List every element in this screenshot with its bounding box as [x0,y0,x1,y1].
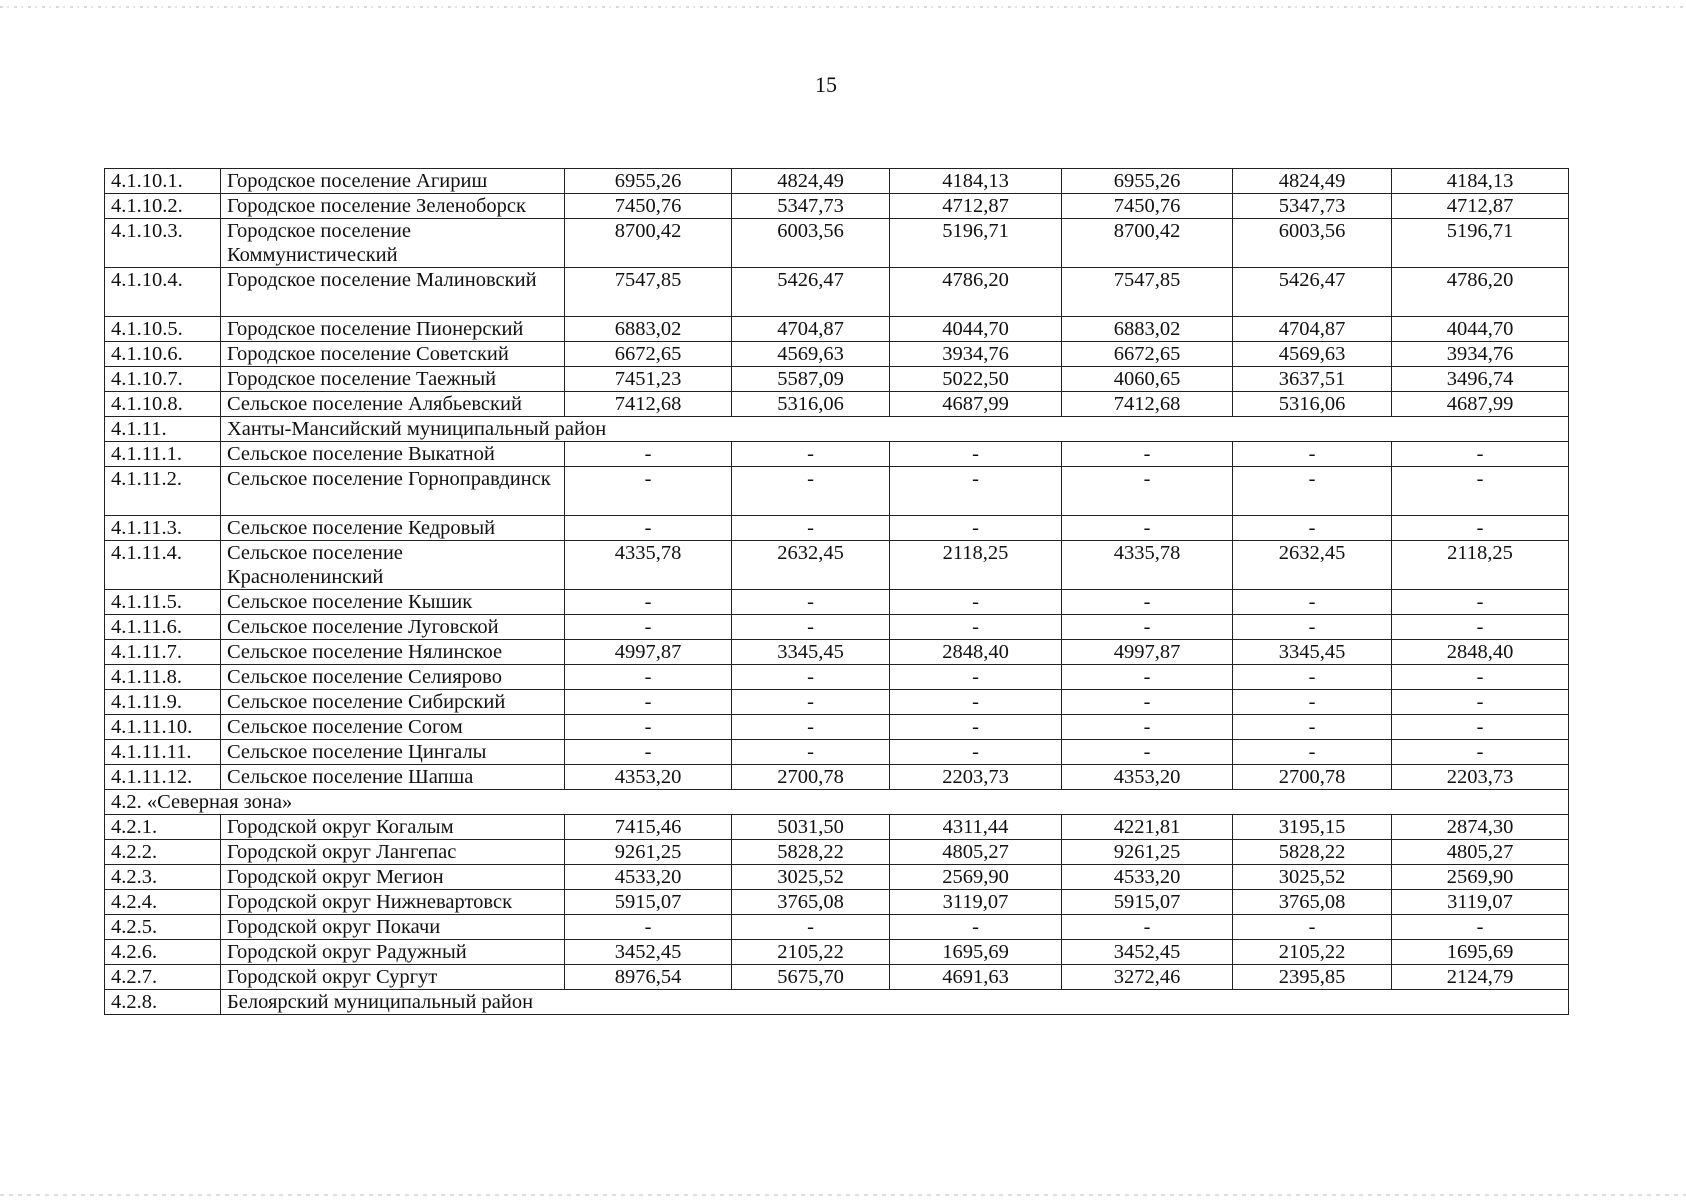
value-cell-2: - [732,665,890,690]
value-cell-5: 5316,06 [1233,392,1392,417]
row-name: Сельское поселение Сибирский [221,690,565,715]
value-cell-6: 1695,69 [1392,940,1569,965]
row-code: 4.1.10.1. [105,169,221,194]
row-name: Городское поселение Агириш [221,169,565,194]
value-cell-4: 4335,78 [1062,541,1233,590]
row-code: 4.1.10.4. [105,268,221,317]
value-cell-2: 5828,22 [732,840,890,865]
row-name: Городское поселение Малиновский [221,268,565,317]
value-cell-6: - [1392,715,1569,740]
value-cell-6: 2124,79 [1392,965,1569,990]
row-name: Городское поселение Советский [221,342,565,367]
value-cell-3: 4044,70 [890,317,1062,342]
value-cell-5: 2632,45 [1233,541,1392,590]
value-cell-5: - [1233,665,1392,690]
value-cell-6: - [1392,690,1569,715]
value-cell-5: 5828,22 [1233,840,1392,865]
value-cell-2: - [732,740,890,765]
value-cell-3: 3934,76 [890,342,1062,367]
value-cell-4: 6672,65 [1062,342,1233,367]
value-cell-2: 3025,52 [732,865,890,890]
value-cell-6: - [1392,915,1569,940]
value-cell-3: 2569,90 [890,865,1062,890]
row-code: 4.1.11.3. [105,516,221,541]
value-cell-6: 4044,70 [1392,317,1569,342]
table-row [105,640,1569,665]
value-cell-1: 7450,76 [565,194,732,219]
row-code: 4.1.10.3. [105,219,221,268]
scan-edge-bottom [0,1194,1686,1196]
row-code: 4.1.11.9. [105,690,221,715]
table-row [105,317,1569,342]
value-cell-3: 1695,69 [890,940,1062,965]
value-cell-4: - [1062,615,1233,640]
value-cell-3: 5196,71 [890,219,1062,268]
row-code: 4.2.8. [105,990,221,1015]
value-cell-5: - [1233,615,1392,640]
row-name: Городской округ Нижневартовск [221,890,565,915]
value-cell-3: 2203,73 [890,765,1062,790]
value-cell-3: 2848,40 [890,640,1062,665]
value-cell-4: - [1062,690,1233,715]
value-cell-3: 5022,50 [890,367,1062,392]
value-cell-5: 2105,22 [1233,940,1392,965]
section-row [105,790,1569,815]
value-cell-6: - [1392,516,1569,541]
value-cell-2: - [732,590,890,615]
value-cell-4: - [1062,467,1233,516]
value-cell-2: 3765,08 [732,890,890,915]
row-name: Сельское поселение Нялинское [221,640,565,665]
row-name: Городской округ Сургут [221,965,565,990]
row-code: 4.2.6. [105,940,221,965]
value-cell-2: 2700,78 [732,765,890,790]
value-cell-2: - [732,915,890,940]
row-name: Городское поселение Пионерский [221,317,565,342]
value-cell-1: - [565,467,732,516]
table-row [105,690,1569,715]
value-cell-4: 4060,65 [1062,367,1233,392]
row-name: Городское поселение Коммунистический [221,219,565,268]
row-name: Городской округ Мегион [221,865,565,890]
value-cell-1: 6955,26 [565,169,732,194]
value-cell-6: 2118,25 [1392,541,1569,590]
group-title: Белоярский муниципальный район [221,990,1569,1015]
value-cell-5: - [1233,715,1392,740]
row-code: 4.1.10.5. [105,317,221,342]
value-cell-1: 7451,23 [565,367,732,392]
group-title: Ханты-Мансийский муниципальный район [221,417,1569,442]
value-cell-1: 8700,42 [565,219,732,268]
value-cell-3: 3119,07 [890,890,1062,915]
value-cell-2: 5675,70 [732,965,890,990]
table-row [105,392,1569,417]
value-cell-5: - [1233,690,1392,715]
value-cell-4: - [1062,590,1233,615]
row-name: Городское поселение Таежный [221,367,565,392]
value-cell-5: - [1233,516,1392,541]
table-row [105,169,1569,194]
value-cell-2: 5347,73 [732,194,890,219]
value-cell-1: 7547,85 [565,268,732,317]
group-row [105,417,1569,442]
value-cell-5: - [1233,590,1392,615]
value-cell-1: 9261,25 [565,840,732,865]
value-cell-3: - [890,516,1062,541]
value-cell-1: 4997,87 [565,640,732,665]
value-cell-6: 4805,27 [1392,840,1569,865]
value-cell-3: - [890,915,1062,940]
value-cell-5: - [1233,915,1392,940]
value-cell-1: - [565,715,732,740]
value-cell-4: 4533,20 [1062,865,1233,890]
value-cell-2: - [732,442,890,467]
value-cell-4: - [1062,442,1233,467]
value-cell-1: 7415,46 [565,815,732,840]
value-cell-1: 6883,02 [565,317,732,342]
row-name: Сельское поселение Согом [221,715,565,740]
value-cell-4: 6955,26 [1062,169,1233,194]
row-code: 4.2.3. [105,865,221,890]
row-code: 4.1.11.10. [105,715,221,740]
group-row [105,990,1569,1015]
value-cell-6: 2874,30 [1392,815,1569,840]
value-cell-6: 2848,40 [1392,640,1569,665]
table-body [105,169,1569,1015]
table-row [105,890,1569,915]
value-cell-1: - [565,740,732,765]
table-row [105,541,1569,590]
value-cell-3: - [890,690,1062,715]
value-cell-1: - [565,615,732,640]
value-cell-6: 5196,71 [1392,219,1569,268]
row-name: Сельское поселение Цингалы [221,740,565,765]
value-cell-2: 4824,49 [732,169,890,194]
value-cell-2: 2632,45 [732,541,890,590]
value-cell-6: 3934,76 [1392,342,1569,367]
value-cell-1: - [565,516,732,541]
value-cell-4: 3452,45 [1062,940,1233,965]
row-code: 4.1.11.7. [105,640,221,665]
table-row [105,715,1569,740]
value-cell-3: - [890,442,1062,467]
value-cell-2: - [732,615,890,640]
tariff-table [104,168,1569,1015]
value-cell-1: 8976,54 [565,965,732,990]
row-code: 4.1.10.8. [105,392,221,417]
value-cell-4: - [1062,665,1233,690]
value-cell-3: 4184,13 [890,169,1062,194]
value-cell-4: 5915,07 [1062,890,1233,915]
table-row [105,965,1569,990]
value-cell-6: - [1392,665,1569,690]
table-row [105,516,1569,541]
value-cell-3: 4687,99 [890,392,1062,417]
value-cell-2: 5031,50 [732,815,890,840]
value-cell-2: 4704,87 [732,317,890,342]
value-cell-5: - [1233,467,1392,516]
row-name: Городское поселение Зеленоборск [221,194,565,219]
value-cell-4: 4353,20 [1062,765,1233,790]
row-name: Городской округ Лангепас [221,840,565,865]
value-cell-4: 7412,68 [1062,392,1233,417]
value-cell-3: - [890,615,1062,640]
row-code: 4.2.1. [105,815,221,840]
row-code: 4.1.11.4. [105,541,221,590]
value-cell-4: 3272,46 [1062,965,1233,990]
value-cell-6: 2569,90 [1392,865,1569,890]
value-cell-4: - [1062,740,1233,765]
value-cell-5: 2395,85 [1233,965,1392,990]
value-cell-2: 5426,47 [732,268,890,317]
table-row [105,342,1569,367]
value-cell-5: 3637,51 [1233,367,1392,392]
value-cell-3: 4805,27 [890,840,1062,865]
value-cell-1: 7412,68 [565,392,732,417]
value-cell-4: 9261,25 [1062,840,1233,865]
value-cell-1: 4533,20 [565,865,732,890]
value-cell-6: 4712,87 [1392,194,1569,219]
value-cell-2: 3345,45 [732,640,890,665]
value-cell-2: 2105,22 [732,940,890,965]
value-cell-2: - [732,690,890,715]
value-cell-6: 2203,73 [1392,765,1569,790]
value-cell-5: 4704,87 [1233,317,1392,342]
value-cell-5: 6003,56 [1233,219,1392,268]
table-row [105,865,1569,890]
row-name: Городской округ Покачи [221,915,565,940]
value-cell-5: 3025,52 [1233,865,1392,890]
value-cell-1: 3452,45 [565,940,732,965]
value-cell-6: - [1392,740,1569,765]
row-code: 4.1.10.7. [105,367,221,392]
table-row [105,615,1569,640]
value-cell-1: - [565,915,732,940]
table-row [105,467,1569,516]
value-cell-4: 7450,76 [1062,194,1233,219]
row-name: Сельское поселение Алябьевский [221,392,565,417]
row-code: 4.2.4. [105,890,221,915]
value-cell-2: - [732,715,890,740]
value-cell-4: 8700,42 [1062,219,1233,268]
value-cell-3: 4691,63 [890,965,1062,990]
value-cell-4: 4221,81 [1062,815,1233,840]
row-code: 4.2.5. [105,915,221,940]
row-name: Сельское поселение Выкатной [221,442,565,467]
value-cell-4: 4997,87 [1062,640,1233,665]
row-code: 4.1.11. [105,417,221,442]
value-cell-3: 4712,87 [890,194,1062,219]
row-code: 4.2.2. [105,840,221,865]
value-cell-1: 5915,07 [565,890,732,915]
row-code: 4.1.11.12. [105,765,221,790]
value-cell-1: - [565,665,732,690]
value-cell-2: - [732,516,890,541]
row-code: 4.1.11.2. [105,467,221,516]
row-name: Городской округ Когалым [221,815,565,840]
value-cell-4: - [1062,715,1233,740]
value-cell-2: 6003,56 [732,219,890,268]
table-row [105,442,1569,467]
value-cell-6: - [1392,467,1569,516]
value-cell-3: - [890,467,1062,516]
row-code: 4.1.11.6. [105,615,221,640]
row-name: Городской округ Радужный [221,940,565,965]
value-cell-3: - [890,590,1062,615]
value-cell-1: 6672,65 [565,342,732,367]
value-cell-6: 3119,07 [1392,890,1569,915]
row-code: 4.1.11.5. [105,590,221,615]
value-cell-6: 3496,74 [1392,367,1569,392]
value-cell-5: 4569,63 [1233,342,1392,367]
value-cell-2: 5316,06 [732,392,890,417]
table-row [105,665,1569,690]
value-cell-5: - [1233,442,1392,467]
value-cell-5: - [1233,740,1392,765]
table-row [105,219,1569,268]
value-cell-5: 4824,49 [1233,169,1392,194]
table-row [105,740,1569,765]
table-row [105,268,1569,317]
value-cell-4: - [1062,915,1233,940]
row-name: Сельское поселение Кедровый [221,516,565,541]
value-cell-4: - [1062,516,1233,541]
value-cell-2: 4569,63 [732,342,890,367]
row-name: Сельское поселение Шапша [221,765,565,790]
value-cell-3: 2118,25 [890,541,1062,590]
row-name: Сельское поселение Горноправдинск [221,467,565,516]
value-cell-3: - [890,715,1062,740]
value-cell-1: 4335,78 [565,541,732,590]
table-row [105,840,1569,865]
table-row [105,915,1569,940]
row-code: 4.1.10.2. [105,194,221,219]
row-code: 4.1.11.11. [105,740,221,765]
value-cell-6: - [1392,615,1569,640]
value-cell-4: 6883,02 [1062,317,1233,342]
row-code: 4.1.10.6. [105,342,221,367]
value-cell-1: - [565,690,732,715]
value-cell-6: 4786,20 [1392,268,1569,317]
table-row [105,590,1569,615]
table-row [105,194,1569,219]
row-code: 4.1.11.8. [105,665,221,690]
value-cell-1: - [565,590,732,615]
value-cell-5: 2700,78 [1233,765,1392,790]
value-cell-5: 5426,47 [1233,268,1392,317]
value-cell-2: - [732,467,890,516]
value-cell-3: - [890,740,1062,765]
scan-edge-top [0,6,1686,8]
value-cell-5: 3765,08 [1233,890,1392,915]
row-code: 4.2.7. [105,965,221,990]
value-cell-3: - [890,665,1062,690]
table-row [105,367,1569,392]
value-cell-1: 4353,20 [565,765,732,790]
value-cell-6: - [1392,442,1569,467]
value-cell-6: 4184,13 [1392,169,1569,194]
value-cell-1: - [565,442,732,467]
value-cell-6: - [1392,590,1569,615]
section-title: 4.2. «Северная зона» [105,790,1569,815]
row-name: Сельское поселение Луговской [221,615,565,640]
value-cell-5: 3345,45 [1233,640,1392,665]
table-row [105,940,1569,965]
value-cell-4: 7547,85 [1062,268,1233,317]
value-cell-2: 5587,09 [732,367,890,392]
value-cell-6: 4687,99 [1392,392,1569,417]
row-name: Сельское поселение Красноленинский [221,541,565,590]
row-code: 4.1.11.1. [105,442,221,467]
table-row [105,815,1569,840]
table-row [105,765,1569,790]
page-number: 15 [815,72,837,97]
value-cell-3: 4786,20 [890,268,1062,317]
value-cell-5: 3195,15 [1233,815,1392,840]
row-name: Сельское поселение Селиярово [221,665,565,690]
row-name: Сельское поселение Кышик [221,590,565,615]
value-cell-5: 5347,73 [1233,194,1392,219]
value-cell-3: 4311,44 [890,815,1062,840]
